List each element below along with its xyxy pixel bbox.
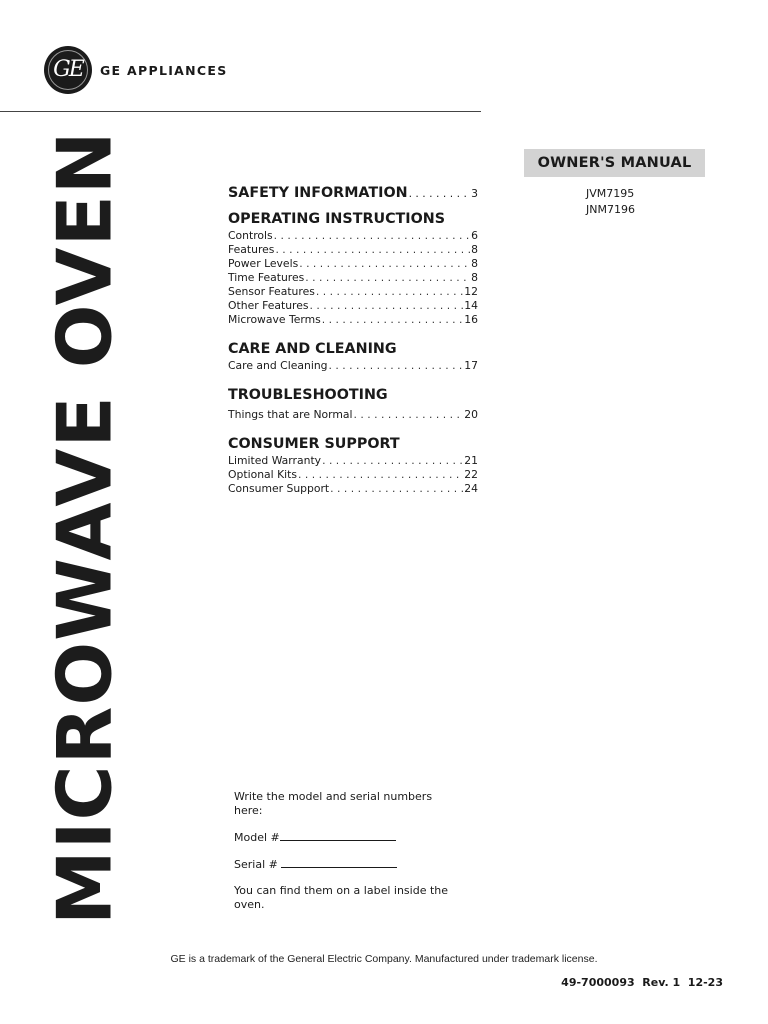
toc-section-safety xyxy=(228,183,478,203)
toc-page: 16 xyxy=(464,313,478,326)
toc-page: 17 xyxy=(464,359,478,372)
toc-leader xyxy=(299,257,470,271)
serial-intro: Write the model and serial numbers here: xyxy=(234,790,433,817)
toc-page: 22 xyxy=(464,468,478,481)
toc-page: 6 xyxy=(471,229,478,242)
toc-entry xyxy=(228,299,478,313)
toc-entry xyxy=(228,359,478,373)
toc-section-title: SAFETY INFORMATION xyxy=(228,185,408,201)
toc-page: 8 xyxy=(471,271,478,284)
toc-entry xyxy=(228,468,478,482)
toc-leader xyxy=(275,243,470,257)
toc-page: 3 xyxy=(471,187,478,200)
serial-number-line xyxy=(234,857,464,872)
ge-monogram-text: GE xyxy=(53,56,83,82)
toc-page: 8 xyxy=(471,243,478,256)
toc-entry xyxy=(228,482,478,496)
toc-leader xyxy=(274,229,470,243)
toc-entry-label: Care and Cleaning xyxy=(228,359,328,372)
model-number: JVM7195 xyxy=(586,187,635,200)
brand-logo xyxy=(44,46,228,94)
toc-list-operating xyxy=(228,229,478,327)
cover-title-area xyxy=(40,130,129,925)
toc-entry xyxy=(228,229,478,243)
ge-monogram-icon xyxy=(44,46,92,94)
table-of-contents xyxy=(228,183,478,496)
cover-title: MICROWAVE OVEN xyxy=(40,130,129,925)
toc-entry xyxy=(228,454,478,468)
trademark-notice: GE is a trademark of the General Electric Company. Manufactured under trademark license. xyxy=(170,953,598,965)
header-divider xyxy=(0,111,481,112)
toc-leader xyxy=(305,271,470,285)
brand-name: GE APPLIANCES xyxy=(100,62,228,78)
toc-leader xyxy=(330,482,463,496)
serial-note: You can find them on a label inside the oven. xyxy=(234,884,449,911)
toc-entry-label: Features xyxy=(228,243,275,256)
serial-blank xyxy=(281,857,397,868)
toc-leader xyxy=(409,184,471,204)
toc-section-title: CARE AND CLEANING xyxy=(228,341,397,357)
toc-page: 21 xyxy=(464,454,478,467)
serial-label: Serial # xyxy=(234,858,278,871)
toc-entry-label: Limited Warranty xyxy=(228,454,322,467)
toc-entry-label: Other Features xyxy=(228,299,309,312)
toc-leader xyxy=(310,299,464,313)
manual-label: OWNER'S MANUAL xyxy=(524,149,705,177)
toc-page: 20 xyxy=(464,408,478,421)
toc-entry xyxy=(228,271,478,285)
toc-entry xyxy=(228,257,478,271)
document-number: 49-7000093 Rev. 1 12-23 xyxy=(561,976,723,989)
toc-entry-label: Power Levels xyxy=(228,257,299,270)
toc-section-title: CONSUMER SUPPORT xyxy=(228,436,400,452)
toc-section-title: OPERATING INSTRUCTIONS xyxy=(228,211,446,227)
toc-entry-label: Optional Kits xyxy=(228,468,298,481)
toc-entry xyxy=(228,313,478,327)
toc-page: 8 xyxy=(471,257,478,270)
toc-entry xyxy=(228,243,478,257)
model-number: JNM7196 xyxy=(586,203,635,216)
model-list xyxy=(586,186,635,218)
toc-entry-label: Microwave Terms xyxy=(228,313,321,326)
toc-entry-label: Time Features xyxy=(228,271,305,284)
toc-section-title: TROUBLESHOOTING xyxy=(228,387,388,403)
toc-entry-label: Consumer Support xyxy=(228,482,330,495)
toc-page: 12 xyxy=(464,285,478,298)
serial-number-block xyxy=(234,790,464,912)
toc-entry-label: Controls xyxy=(228,229,273,242)
toc-leader xyxy=(316,285,463,299)
toc-entry xyxy=(228,285,478,299)
model-blank xyxy=(280,830,396,841)
toc-leader xyxy=(354,408,464,422)
toc-entry-label: Sensor Features xyxy=(228,285,315,298)
model-number-line xyxy=(234,830,464,845)
toc-leader xyxy=(322,313,463,327)
toc-page: 14 xyxy=(464,299,478,312)
toc-leader xyxy=(329,359,464,373)
toc-leader xyxy=(322,454,463,468)
toc-page: 24 xyxy=(464,482,478,495)
toc-entry xyxy=(228,408,478,422)
model-label: Model # xyxy=(234,831,280,844)
toc-leader xyxy=(298,468,463,482)
toc-entry-label: Things that are Normal xyxy=(228,408,353,421)
